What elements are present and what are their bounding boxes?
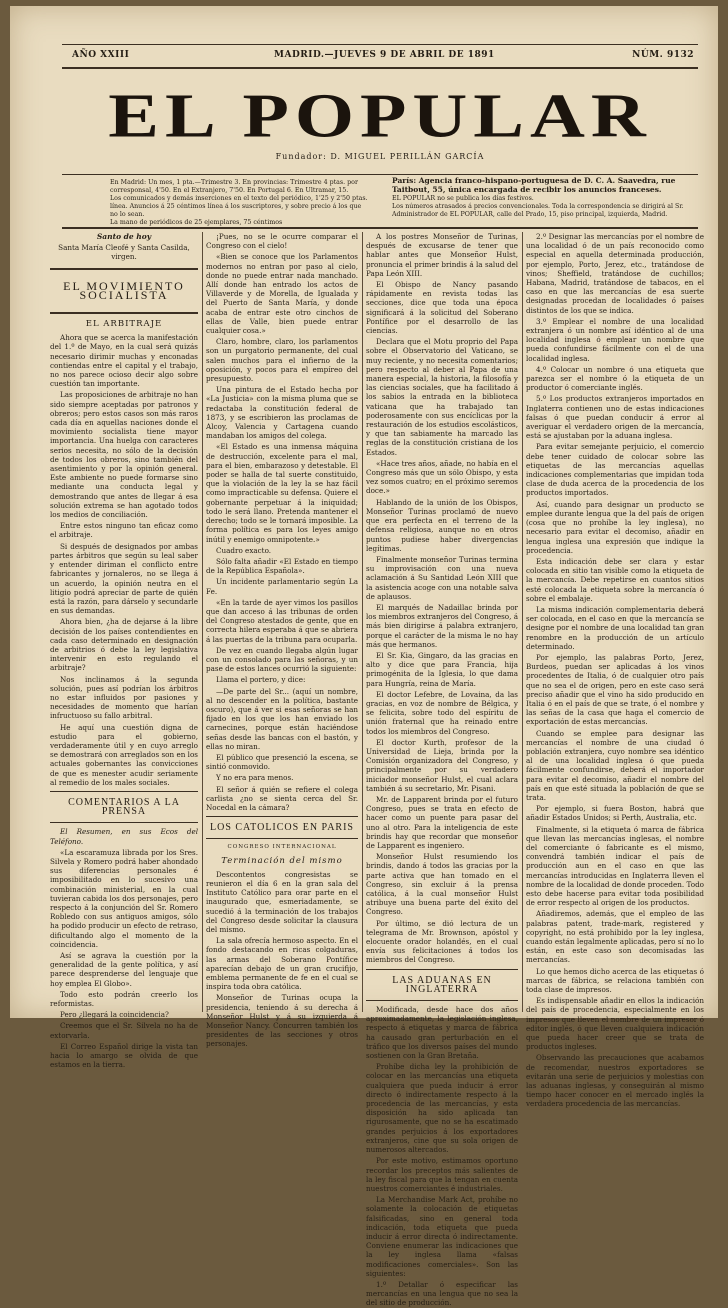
subscription-line: La mano de periódicos de 25 ejemplares, 75 céntimos — [110, 219, 283, 226]
paragraph: 1.º Detallar ó especificar las mercancías en una lengua que no sea la del sitio de producción. — [366, 1279, 518, 1308]
quote: —De parte del Sr... (aquí un nombre, al no descender en la política, bastante oscuro), que á ver si esas señoras se han fijado en los que los han enviado los carnecines, porque están haciéndose señas desde las bancas con el bastón, y ellas no miran. — [206, 686, 358, 751]
paragraph: Esta indicación debe ser clara y estar colocada en sitio tan visible como la etiqueta de la mercancía. Debe repetirse en cuantos sitios esté colocada la etiqueta sobre la mercancía ó sobre el embalaje. — [526, 556, 704, 603]
paragraph: El Resumen, en sus Ecos del Teléfono. — [50, 827, 198, 846]
paragraph: Para evitar semejante perjuicio, el comercio debe tener cuidado de colocar sobre las etiquetas de las mercancías aquellas indicaciones complementarias que impidan toda clase de duda acerca de la procedencia de los productos importados. — [526, 442, 704, 498]
section-title-aduanas: LAS ADUANAS EN INGLATERRA — [366, 969, 518, 1001]
year-label: AÑO XXIII — [72, 50, 130, 60]
paragraph: Es indispensable añadir en ellos la indicación del país de procedencia, especialmente en los impresos que lleven el nombre de un impresor ó editor inglés, ó que lleven cualquiera indicación que pueda hacer creer que se trata de productos ingleses. — [526, 996, 704, 1052]
section-title-prensa: COMENTARIOS A LA PRENSA — [50, 791, 198, 823]
quote: Llama el portero, y dice: — [216, 675, 306, 685]
paragraph: Prohíbe dicha ley la prohibición de colocar en las mercancías una etiqueta cualquiera que pueda inducir á error directo ó indirectamente respecto á la procedencia de las mercancías, y esta disposición ha sido aplicada tan rigurosamente, que no se ha escatimado grandes perjuicios á los exportadores extranjeros, cine que su sola origen de numerosos altercados. — [366, 1062, 518, 1155]
paragraph: Las proposiciones de arbitraje no han sido siempre aceptadas por patronos y obreros; pero estos casos son más raros cada día en aquellas naciones donde el movimiento socialista tiene mayor importancia. Una huelga con caracteres serios necesita, no sólo de la decisión de todos los obreros, sino también del asentimiento y por la opinión general. Este ambiente no puede formarse sino mediante una conducta legal y demostrando que antes de llegar á esa solución extrema se han agotado todos los medios de conciliación. — [50, 390, 198, 520]
paragraph: Por ejemplo, las palabras Porto, Jerez, Burdeos, puedan ser aplicadas á los vinos procedentes de Italia, ó de cualquier otro país que no sea el de origen, pero en este caso será preciso añadir que el vino ha sido producido en Italia ó en el país de que se trate, ó el nombre y las señas de la casa que haga el comercio de exportación de estas mercancías. — [526, 652, 704, 727]
paragraph: Mr. de Lapparent brinda por el futuro Congreso, pues se trata en efecto de hacer como un puente para pasar del uno al otro. Para la inteligencia de este brindis hay que recordar que monseñor de Lapparent es ingeniero. — [366, 794, 518, 850]
newspaper-title: EL POPULAR — [108, 81, 652, 151]
column-divider — [362, 232, 363, 1012]
paragraph: Finalmente monseñor Turinas termina su improvisación con una nueva aclamación á Su Santidad León XIII que la asistencia acoge con una notable salva de aplausos. — [366, 554, 518, 601]
founder-line: Fundador: D. MIGUEL PERILLÁN GARCÍA — [275, 152, 485, 161]
paragraph: El Correo Español dirige la vista tan hacia lo amargo se olvida de que estamos en la tierra. — [50, 1041, 198, 1070]
paragraph: He aquí una cuestión digna de estudio para el gobierno, verdaderamente útil y en cuyo arreglo se demostrará con arreglados son en los actuales gobernantes las convicciones de que es menester acudir seriamente al remedio de los males sociales. — [50, 722, 198, 787]
santo-title: Santo de hoy — [96, 232, 152, 241]
paragraph: El doctor Lefebre, de Lovaina, da las gracias, en voz de nombre de Bélgica, y se felicita, sobre todo del espíritu de unión fraternal que ha reinado entre todos los miembros del Congreso. — [366, 689, 518, 736]
subheading: CONGRESO INTERNACIONAL — [227, 844, 337, 851]
column-2 — [206, 232, 358, 1049]
paragraph: «La escaramuza librada por los Sres. Silvela y Romero podrá haber ahondado sus diferencias personales é imposibilitado en lo sucesivo una combinación ministerial, en la cual tuvieran cabida los dos personajes, pero respecto á la conjunción del Sr. Romero Robledo con sus antiguos amigos, sólo ha podido producir un efecto de retraso, dificultando algo el momento de la coincidencia. — [50, 847, 198, 949]
agency-title: París: Agencia franco-hispano-portuguesa de D. C. A. Saavedra, rue Taitbout, 55, única encargada de recibir los anuncios franceses. — [392, 176, 676, 194]
paragraph: Nos inclinamos á la segunda solución, pues así podrían los árbitros no estar influidos por pasiones y necesidades de momento que harían infructuoso su fallo arbitral. — [50, 674, 198, 721]
paragraph: Modificada, desde hace dos años aproximadamente, la legislación inglesa, respecto á etiquetas y marca de fábrica ha causado gran perturbación en el tráfico que los diversos países del mundo sostienen con la Gran Bretaña. — [366, 1005, 518, 1061]
column-divider — [202, 232, 203, 1012]
paragraph: El señor á quién se refiere el colega carlista ¿no se sienta cerca del Sr. Nocedal en la cámara? — [206, 784, 358, 812]
subscription-bar — [62, 174, 698, 229]
paragraph: Añadiremos, además, que el empleo de las palabras patent, trade-mark, registered y copyright, no está prohibido por la ley inglesa, cuando están legalmente aplicadas, pero sí no lo están, en este caso son decomisadas las mercancías. — [526, 909, 704, 965]
paragraph: Hablando de la unión de los Obispos, Monseñor Turinas proclamó de nuevo que era perfecta en el terreno de la defensa religiosa, aunque no en otros puntos pudiese haber divergencias legítimas. — [366, 497, 518, 553]
section-title-socialismo: EL MOVIMIENTO SOCIALISTA — [50, 268, 198, 314]
section-title-catolicos: LOS CATOLICOS EN PARIS — [206, 816, 358, 839]
quote: «En la tarde de ayer vimos los pasillos que dan acceso á las tribunas de orden del Congreso atestados de gente, que en correcta hilera esperaba á que se abriera á las puertas de la tribuna para ocuparla. — [206, 597, 358, 644]
column-3 — [366, 232, 518, 1308]
quote: «Bien se conoce que los Parlamentos modernos no entran por paso al cielo, donde no puede entrar nada manchado. Allí donde han entrado los actos de Villaverde y de Morella, de Igualada y del Puerto de Santa María, y donde acaba de entrar este otro cinchos de ellas de Valle, bien puede entrar cualquier cosa.» — [206, 252, 358, 336]
paragraph: Monseñor Hulst resumiendo los brindis, dando á todos las gracias por la parte activa que han tomado en el Congreso, sin excluir á la prensa católica, á la cual monseñor Hulst atribuye una buena parte del éxito del Congreso. — [366, 852, 518, 917]
paragraph: Por ejemplo, si fuera Boston, habrá que añadir Estados Unidos; si Perth, Australia, etc. — [526, 804, 704, 823]
paragraph: 4.º Colocar un nombre ó una etiqueta que parezca ser el nombre ó la etiqueta de un productor ó comerciante inglés. — [526, 364, 704, 393]
paragraph: Ahora que se acerca la manifestación del 1.º de Mayo, en la cual será quizás necesario dirimir muchas y enconadas contiendas entre el capital y el trabajo, no nos parece ocioso decir algo sobre cuestión tan importante. — [50, 333, 198, 389]
paragraph: Claro, hombre, claro, los parlamentos son un purgatorio permanente, del cual salen muchos para el infierno de la oposición, y pocos para el empíreo del presupuesto. — [206, 337, 358, 384]
header-bar — [62, 44, 698, 69]
paragraph: Sólo falta añadir «El Estado en tiempo de la República Española». — [206, 556, 358, 576]
paragraph: Así se agrava la cuestión por la generalidad de la gente política, y así parece desprenderse del lenguaje que hoy emplea El Globo». — [50, 951, 198, 988]
agency-line: EL POPULAR no se publica los días festivos. — [392, 195, 534, 202]
paragraph: El marqués de Nadaillac brinda por los miembros extranjeros del Congreso, á más bien dirigirse á palabra extranjero, porque el carácter de la misma le no hay más que hermanos. — [366, 602, 518, 649]
paragraph: 3.º Emplear el nombre de una localidad extranjera ó un nombre así idéntico al de una localidad inglesa ó emplear un nombre que pueda confundirse fácilmente con el de una localidad inglesa. — [526, 316, 704, 363]
paragraph: Si después de designados por ambas partes árbitros que según su leal saber y entender diriman el conflicto entre fabricantes y jornaleros, no se llega á un acuerdo, la opinión neutra en el litigio podrá apreciar de parte de quién está la razón, para dárselo y secundarle en sus demandas. — [50, 541, 198, 616]
paragraph: ¡Pues, no se le ocurre comparar el Congreso con el cielo! — [206, 232, 358, 251]
paragraph: Pero ¿llegará la coincidencia? — [60, 1010, 169, 1020]
paragraph: El doctor Kurth, profesor de la Universidad de Lieja, brinda por la Comisión organizadora del Congreso, y principalmente por su verdadero iniciador monseñor Hulst, el cual aclara también á su secretario, Mr. Pisani. — [366, 737, 518, 793]
paragraph: Cuando se emplee para designar las mercancías el nombre de una ciudad ó población extranjera, cuyo nombre sea idéntico al de una localidad inglesa ó que pueda fácilmente confundirse, deberá el importador para evitar el decomiso, añadir el nombre del país en que esté situada la población de que se trata. — [526, 728, 704, 802]
agency-line: Los números atrasados á precios convencionales. Toda la correspondencia se dirigirá al Sr. Administrador de EL POPULAR, calle del Prado, 15, piso principal, izquierda, Madrid. — [392, 203, 684, 218]
paragraph: Un incidente parlamentario según La Fe. — [206, 577, 358, 596]
paragraph: Así, cuando para designar un producto se emplee durante lengua que la del país de origen (cosa que no prohíbe la ley inglesa), no necesario para evitar el decomiso, añadir en lengua inglesa una expresión que indique la procedencia. — [526, 499, 704, 555]
column-divider — [522, 232, 523, 1012]
column-4 — [526, 232, 704, 1109]
quote: El público que presenció la escena, se sintió conmovido. — [206, 752, 358, 772]
issue-number: NÚM. 9132 — [632, 50, 694, 60]
masthead — [62, 76, 698, 161]
paragraph: La sala ofrecía hermoso aspecto. En el fondo destacando en ricas colgaduras, las armas del Soberano Pontífice aparecían debajo de un gran crucifijo, emblema permanente de fe en el cual se inspira toda obra católica. — [206, 936, 358, 992]
paragraph: La Merchandise Mark Act, prohíbe no solamente la colocación de etiquetas falsificadas, sino en general toda indicación, toda etiqueta que pueda inducir á error directa ó indirectamente. Conviene enumerar las indicaciones que la ley inglesa llama «falsas modificaciones comerciales». Son las siguientes: — [366, 1195, 518, 1278]
paragraph: Una pintura de el Estado hecha por «La Justicia» con la misma pluma que se redactaba la constitución federal de 1873, y se escribieron las proclamas de Alcoy, Valencia y Cartagena cuando mandaban los amigos del colega. — [206, 385, 358, 441]
paragraph: 2.º Designar las mercancías por el nombre de una localidad ó de un país reconocido como especial en aquella determinada producción, por ejemplo, Porto, Jerez, etc., tratándose de vinos; Sheffield, tratándose de cuchillos; Habana, Madrid, tratándose de tabacos, en el caso en que las mercancías de esa suerte designadas procedan de localidades ó países distintos de los que se indica. — [526, 232, 704, 315]
subheading: Terminación del mismo — [221, 855, 343, 866]
paragraph: Todo esto podrán creerlo los reformistas. — [50, 989, 198, 1009]
subscription-rates — [110, 179, 370, 227]
date-label: MADRID.—JUEVES 9 DE ABRIL DE 1891 — [274, 50, 495, 60]
paragraph: «Hace tres años, añade, no había en el Congreso más que un sólo Obispo, y esta vez somos cuatro; en el próximo seremos doce.» — [366, 458, 518, 496]
paragraph: Lo que hemos dicho acerca de las etiquetas ó marcas de fábrica, se relaciona también con toda clase de impresos. — [526, 966, 704, 995]
santo-text: Santa María Cleofé y Santa Casilda, virgen. — [58, 243, 190, 262]
paragraph: Cuadro exacto. — [216, 545, 272, 555]
quote: De vez en cuando llegaba algún lugar con un consolado para las señoras, y un pase de estos lances ocurrió la siguiente: — [206, 645, 358, 674]
column-1 — [50, 232, 198, 1070]
subtitle-arbitraje: EL ARBITRAJE — [85, 319, 163, 330]
paragraph: El Obispo de Nancy pasando rápidamente en revista todas las secciones, dice que toda una época significará á la solicitud del Soberano Pontífice por el desarrollo de las ciencias. — [366, 280, 518, 336]
paragraph: Entre estos ninguno tan eficaz como el arbitraje. — [50, 521, 198, 540]
paragraph: Por último, se dió lectura de un telegrama de Mr. Brownson, apóstol y elocuente orador holandés, en el cual envía sus felicitaciones á todos los miembros del Congreso. — [366, 918, 518, 965]
newspaper-page — [10, 6, 718, 1308]
agency-info — [392, 177, 692, 219]
paragraph: Descontentos congresistas se reunieron el día 6 en la gran sala del Instituto Católico para orar parte en el inaugurado que, esmeriadamente, se sucedió á la terminación de los trabajos del Congreso desde solicitar la clausura del mismo. — [206, 869, 358, 935]
quote: «El Estado es una inmensa máquina de destrucción, excelente para el mal, para el bien, embarazoso y detestable. El poder se halla de tal suerte constituido, que la violación de la ley la se haz fácil como impracticable su defensa. Quiere el gobernante perpetuar á la iniquidad; todo le será llano. Pretenda mantener el derecho; todo se le tornará imposible. La forma política es para los leyes amigo inútil y enemigo omnipotente.» — [206, 442, 358, 544]
paragraph: 5.º Los productos extranjeros importados en Inglaterra contienen uno de estas indicaciones falsas ó que puedan conducir á error al averiguar el verdadero origen de la mercancía, está se ajustaban por la aduana inglesa. — [526, 394, 704, 441]
paragraph: Declara que el Motu proprio del Papa sobre el Observatorio del Vaticano, se muy reciente, y no necesita comentarios; pero respecto al deber al Papa de una manera especial, la historia, la filosofía y las ciencias sociales, que ha facilitado á los sabios la entrada en la biblioteca vaticana que ha trabajado tan poderosamente con sus encíclicas por la restauración de los estudios escolásticos, y que tan sabiamente ha marcado las reglas de la constitución cristiana de los Estados. — [366, 337, 518, 457]
paragraph: A los postres Monseñor de Turinas, después de excusarse de tener que hablar antes que Monseñor Hulst, pronuncia el primer brindis á la salud del Papa León XIII. — [366, 232, 518, 278]
subscription-line: En Madrid: Un mes, 1 pta.—Trimestre 3. En provincias: Trimestre 4 ptas. por corresponsal, 4'50. En el Extranjero, 7'50. En Portugal 6. En Ultramar, 15. — [110, 179, 358, 194]
subscription-line: Los comunicados y demás inserciones en el texto del periódico, 1'25 y 2'50 ptas. línea. Anuncios á 25 céntimos línea á los suscriptores, y sobre precio á los que no lo sean. — [110, 195, 368, 218]
paragraph: Por este motivo, estimamos oportuno recordar los preceptos más salientes de la ley fiscal para que la tengan en cuenta nuestros comerciantes é industriales. — [366, 1156, 518, 1193]
article-columns — [50, 232, 704, 1308]
paragraph: Observando las precauciones que acabamos de recomendar, nuestros exportadores se evitarán una serie de perjuicios y molestias con las aduanas inglesas, y conseguirán al mismo tiempo hacer conocer en el mercado inglés la verdadera procedencia de las mercancías. — [526, 1053, 704, 1109]
paragraph: Monseñor de Turinas ocupa la presidencia, teniendo á su derecha á Monseñor Hulst y á su izquierda á Monseñor Nancy. Concurren también los presidentes de las secciones y otros personajes. — [206, 993, 358, 1049]
quote: Y no era para menos. — [216, 773, 294, 783]
paragraph: La misma indicación complementaria deberá ser colocada, en el caso en que la mercancía se designe por el nombre de una localidad tan gran renombre en la producción de un artículo determinado. — [526, 604, 704, 651]
paragraph: Ahora bien, ¿ha de dejarse á la libre decisión de los países contendientes en cada caso determinado en designación de arbitrios ó debe la ley legislativa intervenir en esto regulando el arbitraje? — [50, 617, 198, 673]
paragraph: El Sr. Kia, Gingaro, da las gracias en alto y dice que para Francia, hija primogénita de la Iglesia, lo que dama para Hungría, reina de María. — [366, 650, 518, 688]
paragraph: Creemos que el Sr. Silvela no ha de extorvarla. — [50, 1021, 198, 1040]
paragraph: Finalmente, si la etiqueta ó marca de fábrica que llevan las mercancías inglesas, el nombre del comerciante ó fabricante es el mismo, convendrá también indicar el país de producción aun en el caso en que las mercancías introducidas en Inglaterra lleven el nombre de la localidad de donde proceden. Todo esto debe hacerse para evitar toda posibilidad de error respecto al origen de los productos. — [526, 824, 704, 908]
